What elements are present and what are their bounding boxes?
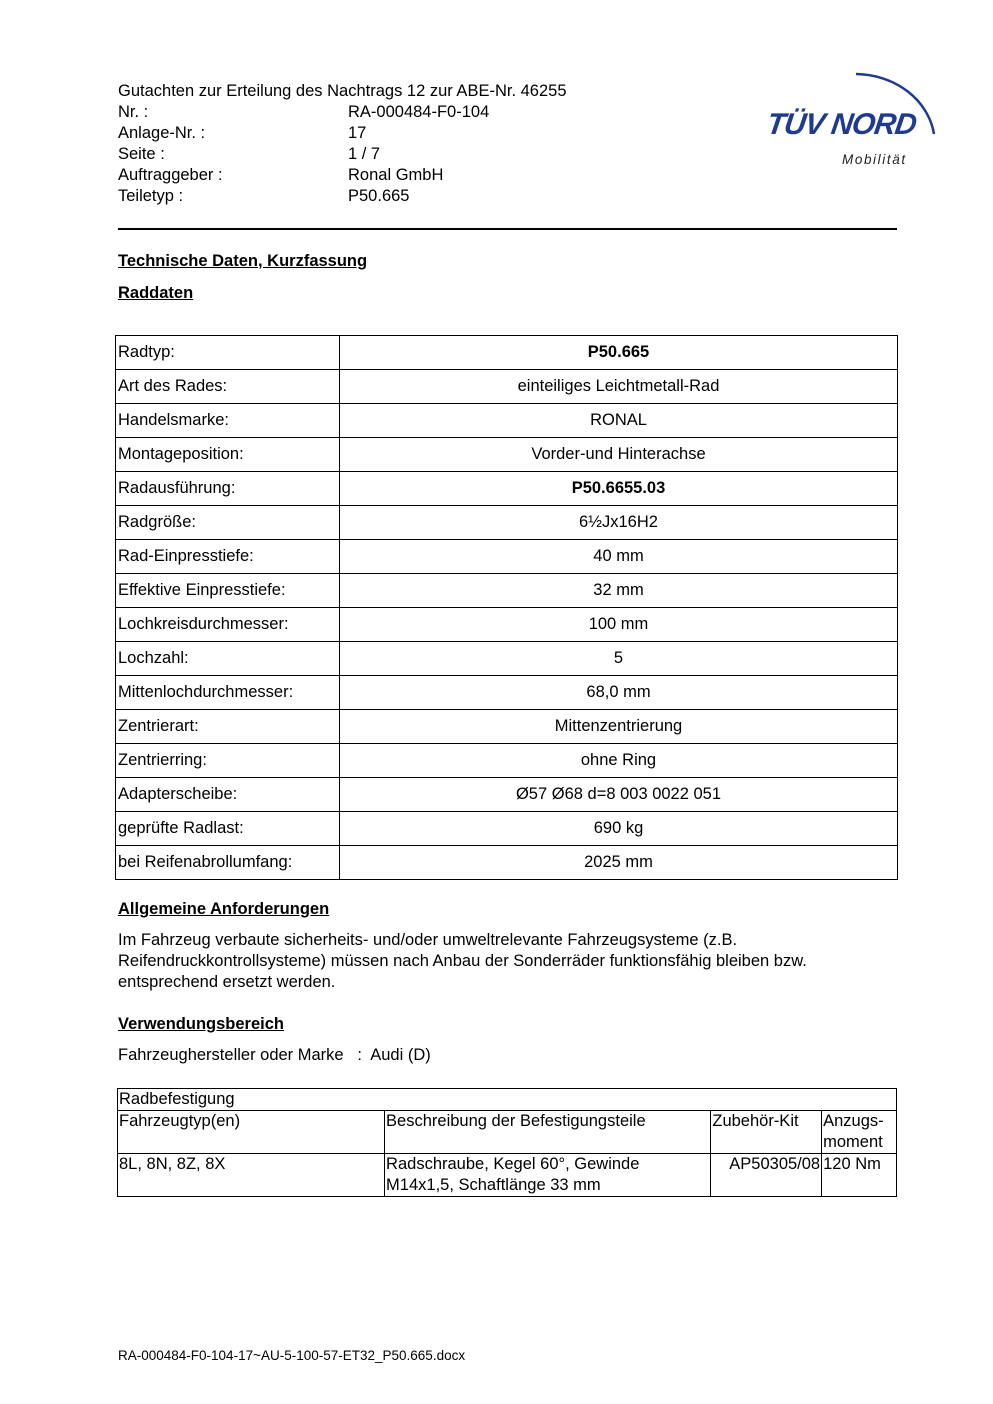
header-field-value: Ronal GmbH [348,166,444,184]
table-cell: 8L, 8N, 8Z, 8X [118,1154,385,1197]
table-cell: 120 Nm [822,1154,897,1197]
allgemeine-paragraph: Im Fahrzeug verbaute sicherheits- und/oder umweltrelevante Fahrzeugsysteme (z.B. Reifendruckkontrollsysteme) müssen nach Anbau der Sonderräder funktionsfähig bleiben bzw. entsprechend ersetzt werden. [118,931,807,991]
raddaten-value: P50.6655.03 [340,472,898,506]
table-row [118,1154,897,1197]
radbefestigung-title: Radbefestigung [118,1089,897,1111]
table-row [116,370,898,404]
table-row [116,336,898,370]
table-cell: Radschraube, Kegel 60°, Gewinde M14x1,5, Schaftlänge 33 mm [385,1154,711,1197]
section-heading-allgemeine: Allgemeine Anforderungen [118,900,330,918]
table-row [116,472,898,506]
header-field-value: 1 / 7 [348,145,381,163]
table-row [116,540,898,574]
raddaten-value: 2025 mm [340,846,898,880]
raddaten-label: geprüfte Radlast: [116,812,340,846]
table-cell: AP50305/08 [711,1154,822,1197]
logo-wordmark: TÜV NORD [764,108,919,141]
table-row [116,438,898,472]
header-field-value: RA-000484-F0-104 [348,103,490,121]
raddaten-label: Effektive Einpresstiefe: [116,574,340,608]
raddaten-label: Handelsmarke: [116,404,340,438]
table-row [116,846,898,880]
raddaten-value: ohne Ring [340,744,898,778]
column-header: Fahrzeugtyp(en) [118,1111,385,1154]
radbefestigung-table [117,1088,897,1197]
raddaten-label: Radtyp: [116,336,340,370]
header-field-teiletyp [118,186,567,207]
column-header: Zubehör-Kit [711,1111,822,1154]
raddaten-label: Lochzahl: [116,642,340,676]
raddaten-label: Mittenlochdurchmesser: [116,676,340,710]
header-field-auftraggeber [118,165,567,186]
document-title: Gutachten zur Erteilung des Nachtrags 12 zur ABE-Nr. 46255 [118,82,567,100]
header-field-value: 17 [348,124,367,142]
raddaten-value: P50.665 [340,336,898,370]
raddaten-value: Mittenzentrierung [340,710,898,744]
raddaten-value: 690 kg [340,812,898,846]
table-row [116,608,898,642]
raddaten-value: einteiliges Leichtmetall-Rad [340,370,898,404]
table-row [116,812,898,846]
marke-value: Audi (D) [370,1046,431,1064]
raddaten-value: 5 [340,642,898,676]
marke-separator: : [357,1046,362,1064]
table-row [116,506,898,540]
raddaten-label: Zentrierring: [116,744,340,778]
raddaten-label: Radausführung: [116,472,340,506]
header-field-nr [118,102,567,123]
raddaten-label: Art des Rades: [116,370,340,404]
raddaten-table [115,335,898,880]
column-header: Beschreibung der Befestigungsteile [385,1111,711,1154]
document-header [118,81,567,207]
raddaten-value: 6½Jx16H2 [340,506,898,540]
header-field-label: Nr. : [118,103,149,121]
header-divider [118,228,897,230]
raddaten-value: 40 mm [340,540,898,574]
table-header-row [118,1111,897,1154]
raddaten-value: 68,0 mm [340,676,898,710]
raddaten-label: Montageposition: [116,438,340,472]
section-heading-raddaten: Raddaten [118,284,194,302]
raddaten-label: Adapterscheibe: [116,778,340,812]
raddaten-label: Lochkreisdurchmesser: [116,608,340,642]
header-field-label: Anlage-Nr. : [118,124,206,142]
section-heading-technische-daten: Technische Daten, Kurzfassung [118,252,368,270]
table-row [116,676,898,710]
table-row [116,574,898,608]
header-field-label: Auftraggeber : [118,166,223,184]
table-row [116,404,898,438]
table-row [116,778,898,812]
raddaten-value: Vorder-und Hinterachse [340,438,898,472]
raddaten-value: Ø57 Ø68 d=8 003 0022 051 [340,778,898,812]
logo-subtitle: Mobilität [842,152,907,167]
header-field-seite [118,144,567,165]
column-header [822,1111,897,1154]
raddaten-label: Radgröße: [116,506,340,540]
table-title-row [118,1089,897,1111]
header-field-label: Teiletyp : [118,187,184,205]
fahrzeughersteller-line [118,1046,431,1065]
table-row [116,710,898,744]
header-field-anlage [118,123,567,144]
tuv-nord-logo [764,56,944,176]
section-heading-verwendungsbereich: Verwendungsbereich [118,1015,284,1033]
raddaten-label: Zentrierart: [116,710,340,744]
raddaten-label: bei Reifenabrollumfang: [116,846,340,880]
header-field-label: Seite : [118,145,165,163]
marke-label: Fahrzeughersteller oder Marke [118,1046,344,1064]
footer-filename: RA-000484-F0-104-17~AU-5-100-57-ET32_P50.665.docx [118,1348,466,1363]
raddaten-value: 32 mm [340,574,898,608]
raddaten-value: 100 mm [340,608,898,642]
anzugsmoment-header-text: Anzugs- moment [823,1112,884,1151]
table-row [116,744,898,778]
header-field-value: P50.665 [348,187,410,205]
raddaten-value: RONAL [340,404,898,438]
raddaten-label: Rad-Einpresstiefe: [116,540,340,574]
table-row [116,642,898,676]
